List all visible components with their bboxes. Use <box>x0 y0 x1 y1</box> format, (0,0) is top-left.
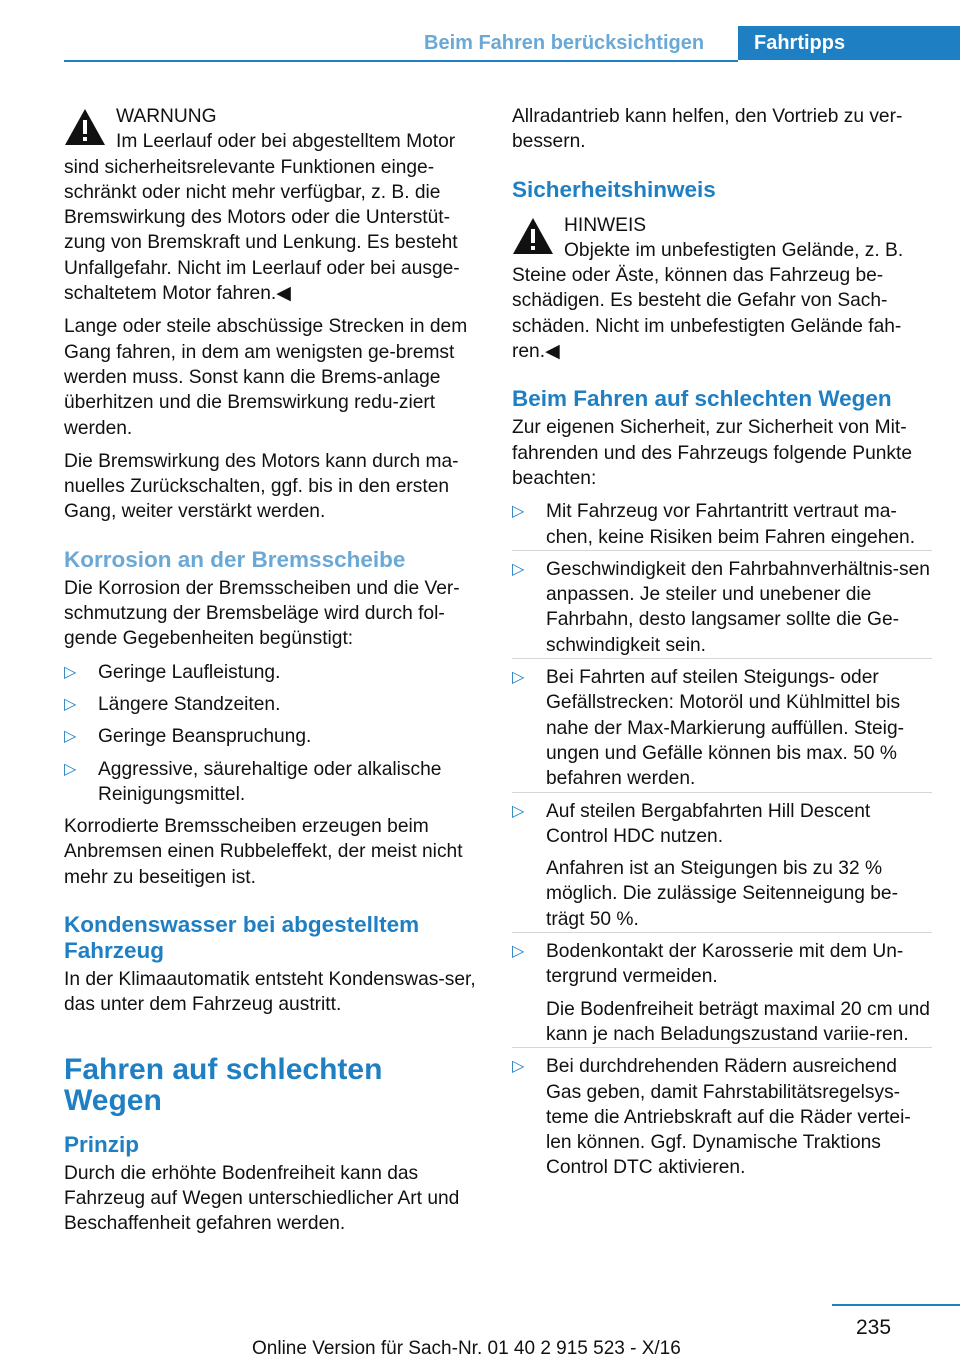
paragraph: Zur eigenen Sicherheit, zur Sicherheit von Mit‐fahrenden und des Fahrzeugs folgende Punkte beachten: <box>512 417 913 489</box>
paragraph: Die Korrosion der Bremsscheiben und die Ver‐schmutzung der Bremsbeläge wird durch fol‐gende Gegebenheiten begünstigt: <box>64 577 460 650</box>
chapter-title: Fahren auf schlechten Wegen <box>64 1052 383 1117</box>
right-column <box>512 104 932 1188</box>
list-item: ▷ Längere Standzeiten. <box>64 692 478 717</box>
warning-triangle-icon <box>64 108 106 146</box>
korrosion-list <box>64 660 478 807</box>
bullet-icon: ▷ <box>512 503 525 521</box>
bullet-icon: ▷ <box>512 669 525 687</box>
list-item: ▷ Auf steilen Bergabfahrten Hill Descent Control HDC nutzen. Anfahren ist an Steigungen bis zu 32 % möglich. Die zulässige Seitenneigung be‐trägt 50 %. <box>512 799 932 933</box>
bullet-icon: ▷ <box>512 1058 525 1076</box>
running-header-section: Beim Fahren berücksichtigen <box>424 32 705 54</box>
list-item: ▷ Geschwindigkeit den Fahrbahnverhältnis‐sen anpassen. Je steiler und unebener die Fahrbahn, desto langsamer sollte die Ge‐schwindigkeit sein. <box>512 557 932 659</box>
bullet-icon: ▷ <box>512 802 525 820</box>
running-header-tab: Fahrtipps <box>738 26 960 60</box>
header-rule <box>64 60 738 62</box>
bullet-icon: ▷ <box>64 663 77 681</box>
notice-text: Objekte im unbefestigten Gelände, z. B. Steine oder Äste, können das Fahrzeug be‐schädigen. Es besteht die Gefahr von Sach‐schäden. Nicht im unbefestigten Gelände fah‐ren.◀ <box>512 239 904 363</box>
list-item: ▷ Geringe Laufleistung. <box>64 660 478 685</box>
warning-triangle-icon <box>512 217 554 255</box>
heading-korrosion: Korrosion an der Bremsscheibe <box>64 546 406 572</box>
warning-text: Im Leerlauf oder bei abgestelltem Motor sind sicherheitsrelevante Funktionen einge‐schränkt oder nicht mehr verfügbar, z. B. die Bremswirkung des Motors oder die Unterstüt‐zung von Bremskraft und Lenkung. Es besteht Unfallgefahr. Nicht im Leerlauf oder bei ausge‐schaltetem Motor fahren.◀ <box>64 131 460 305</box>
warning-box <box>64 104 478 306</box>
notice-box <box>512 213 932 365</box>
list-item-note: Anfahren ist an Steigungen bis zu 32 % möglich. Die zulässige Seitenneigung be‐trägt 50 %. <box>546 858 898 930</box>
bullet-icon: ▷ <box>64 728 77 746</box>
footer-rule <box>832 1304 960 1306</box>
heading-prinzip: Prinzip <box>64 1131 140 1157</box>
list-item: ▷ Bei Fahrten auf steilen Steigungs- oder Gefällstrecken: Motoröl und Kühlmittel bis nahe der Max-Markierung auffüllen. Steig‐ungen und Gefälle können bis max. 50 % befahren werden. <box>512 665 932 792</box>
page-number: 235 <box>856 1316 892 1339</box>
list-item: ▷ Bodenkontakt der Karosserie mit dem Un‐tergrund vermeiden. Die Bodenfreiheit beträgt maximal 20 cm und kann je nach Beladungszustand variie‐ren. <box>512 939 932 1048</box>
left-column <box>64 104 478 1245</box>
list-item: ▷ Mit Fahrzeug vor Fahrtantritt vertraut ma‐chen, keine Risiken beim Fahren eingehen. <box>512 499 932 551</box>
paragraph: In der Klimaautomatik entsteht Kondenswas‐ser, das unter dem Fahrzeug austritt. <box>64 969 476 1016</box>
paragraph: Die Bremswirkung des Motors kann durch ma‐nuelles Zurückschalten, ggf. bis in den ersten Gang, weiter verstärkt werden. <box>64 450 459 523</box>
bullet-icon: ▷ <box>64 695 77 713</box>
bullet-icon: ▷ <box>512 943 525 961</box>
list-item-note: Die Bodenfreiheit beträgt maximal 20 cm und kann je nach Beladungszustand variie‐ren. <box>546 998 930 1045</box>
bullet-icon: ▷ <box>512 560 525 578</box>
list-item: ▷ Bei durchdrehenden Rädern ausreichend Gas geben, damit Fahrstabilitätsregelsys‐teme die Antriebskraft auf die Räder vertei‐len können. Ggf. Dynamische Traktions Control DTC aktivieren. <box>512 1056 911 1179</box>
warning-title: WARNUNG <box>116 106 217 127</box>
heading-sicherheitshinweis: Sicherheitshinweis <box>512 176 716 202</box>
footer-text: Online Version für Sach-Nr. 01 40 2 915 523 - X/16 <box>252 1338 681 1359</box>
heading-schlechte-wege: Beim Fahren auf schlechten Wegen <box>512 386 892 412</box>
paragraph: Allradantrieb kann helfen, den Vortrieb zu ver‐bessern. <box>512 106 903 153</box>
paragraph: Durch die erhöhte Bodenfreiheit kann das Fahrzeug auf Wegen unterschiedlicher Art und Beschaffenheit gefahren werden. <box>64 1162 460 1235</box>
paragraph: Lange oder steile abschüssige Strecken in dem Gang fahren, in dem am wenigsten ge‐bremst werden muss. Sonst kann die Brems‐anlage überhitzen und die Bremswirkung redu‐ziert werden. <box>64 316 468 439</box>
list-item: ▷ Aggressive, säurehaltige oder alkalische Reinigungsmittel. <box>64 758 442 805</box>
bad-roads-list <box>512 499 932 1180</box>
notice-title: HINWEIS <box>564 214 647 236</box>
paragraph: Korrodierte Bremsscheiben erzeugen beim Anbremsen einen Rubbeleffekt, der meist nicht mehr zu beseitigen ist. <box>64 816 463 888</box>
heading-kondenswasser: Kondenswasser bei abgestelltem Fahrzeug <box>64 912 420 964</box>
bullet-icon: ▷ <box>64 760 77 778</box>
list-item: ▷ Geringe Beanspruchung. <box>64 724 478 749</box>
